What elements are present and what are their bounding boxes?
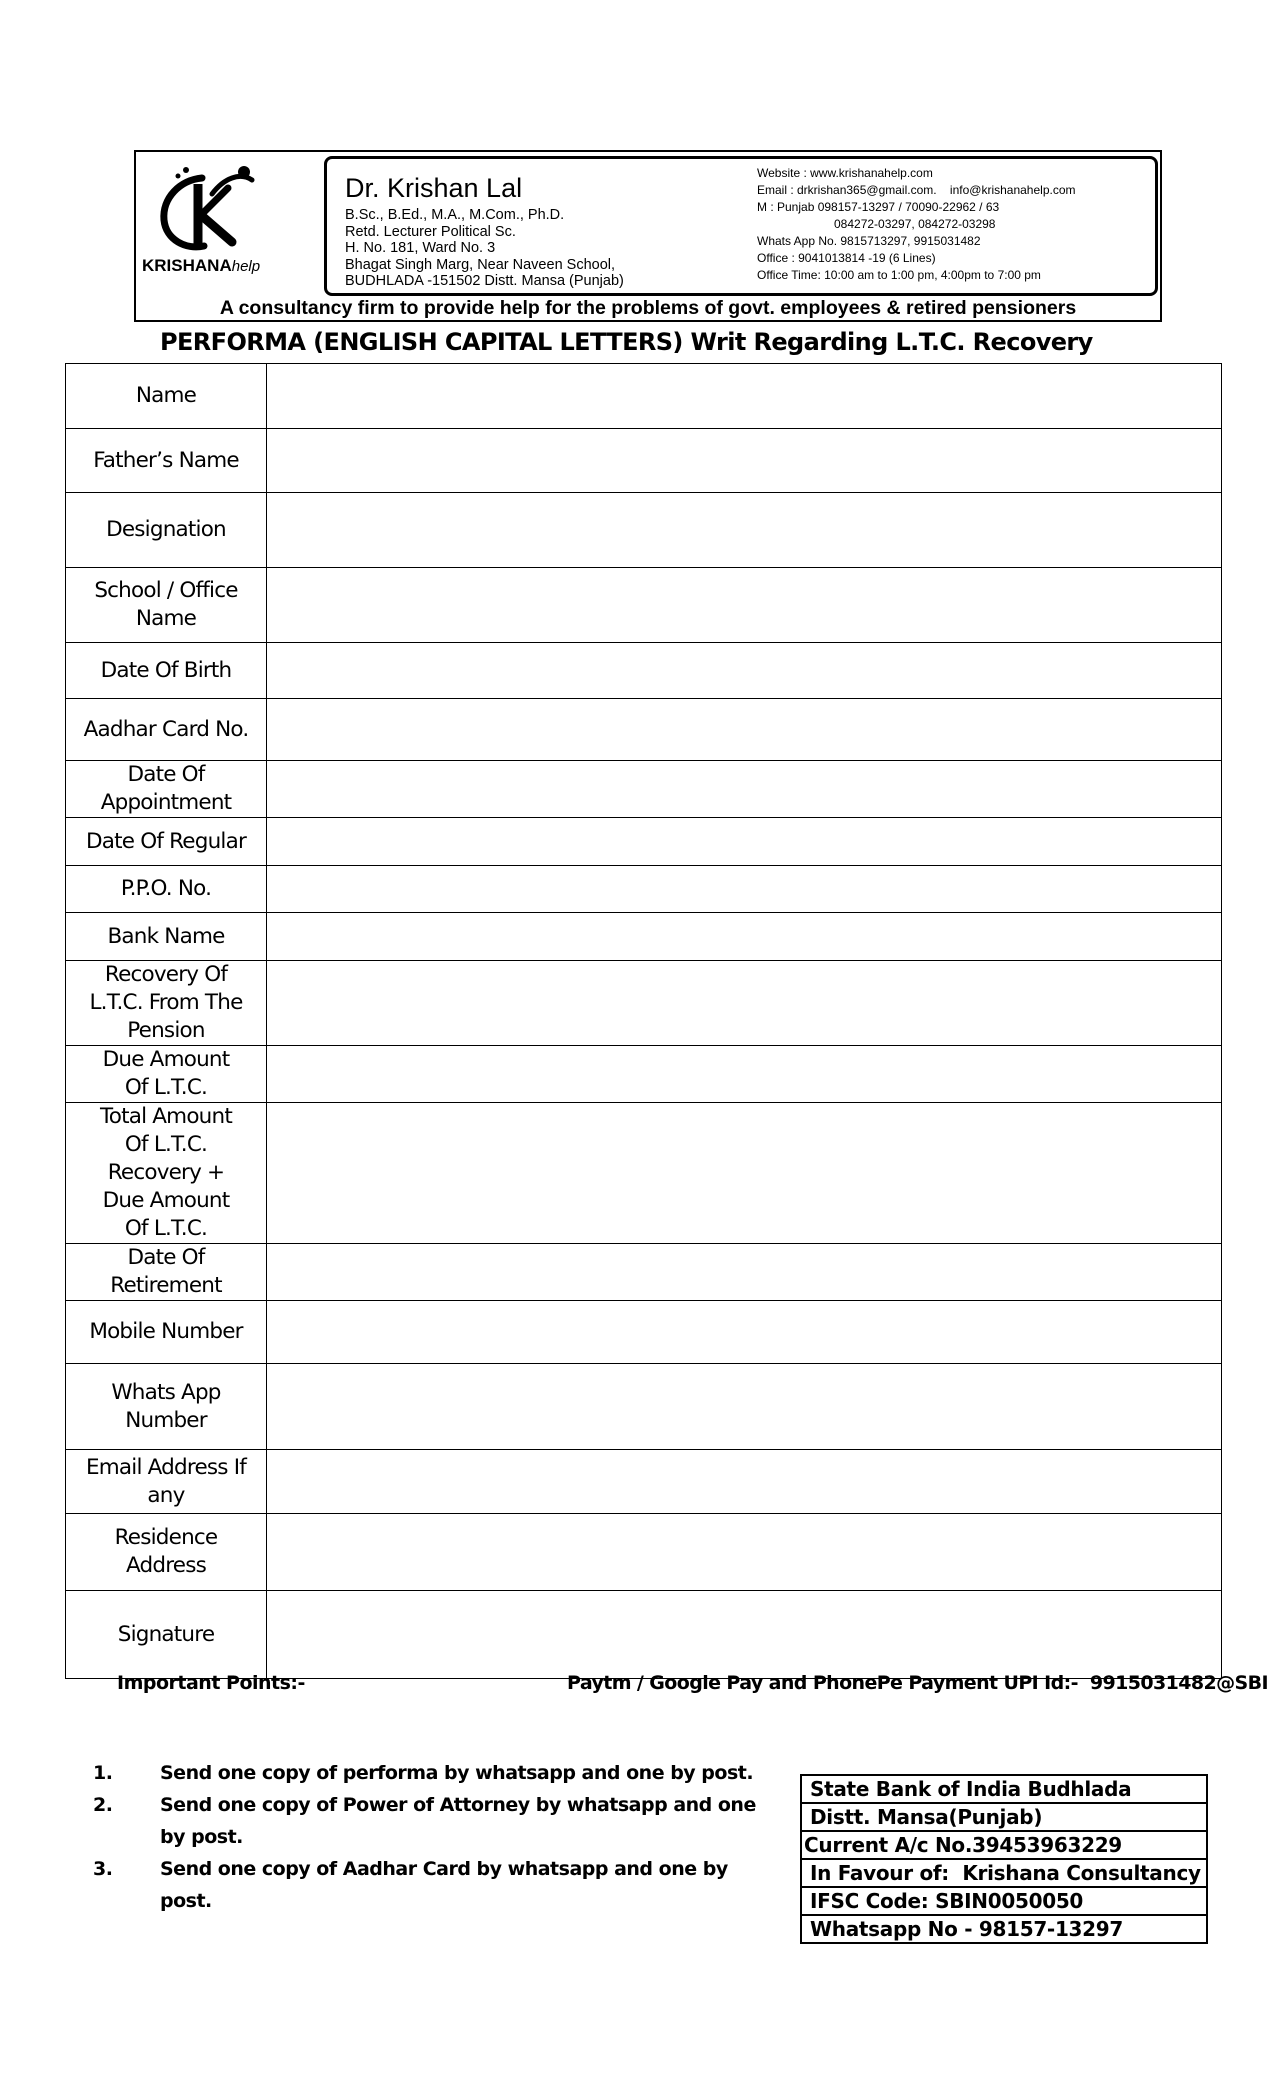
signature-field[interactable]: [267, 1591, 1222, 1679]
contact-office: Office : 9041013814 -19 (6 Lines): [757, 251, 936, 265]
table-row: [66, 818, 1222, 866]
bank-payee: In Favour of: Krishana Consultancy: [801, 1859, 1207, 1887]
contact-mobile: M : Punjab 098157-13297 / 70090-22962 / 63: [757, 200, 1000, 214]
table-row: [66, 866, 1222, 913]
field-input[interactable]: [267, 1450, 1222, 1514]
krishana-logo: [140, 158, 290, 288]
field-label: Date Of Birth: [66, 643, 267, 699]
item-number: 2.: [93, 1794, 113, 1816]
performa-table: [65, 363, 1222, 1679]
field-input[interactable]: [267, 761, 1222, 818]
important-points-list: [93, 1757, 773, 1917]
contact-mobile-2: 084272-03297, 084272-03298: [834, 217, 996, 231]
table-row: [801, 1859, 1207, 1887]
item-text: Send one copy of Aadhar Card by whatsapp and one by post.: [160, 1858, 728, 1912]
field-input[interactable]: [267, 1244, 1222, 1301]
bank-ifsc: IFSC Code: SBIN0050050: [801, 1887, 1207, 1915]
table-row: [801, 1887, 1207, 1915]
field-label: School / Office Name: [66, 568, 267, 643]
contact-info: [757, 165, 1076, 284]
contact-email: Email : drkrishan365@gmail.com. info@krishanahelp.com: [757, 183, 1076, 197]
table-row: [66, 1046, 1222, 1103]
list-item: [93, 1853, 773, 1917]
field-label: Date Of Retirement: [66, 1244, 267, 1301]
field-label: Aadhar Card No.: [66, 699, 267, 761]
field-input[interactable]: [267, 643, 1222, 699]
field-label: Bank Name: [66, 913, 267, 961]
table-row: [66, 429, 1222, 493]
table-row: [66, 1301, 1222, 1364]
doctor-details: [345, 207, 624, 290]
field-input[interactable]: [267, 913, 1222, 961]
field-label: Residence Address: [66, 1514, 267, 1591]
field-input[interactable]: [267, 364, 1222, 429]
bank-district: Distt. Mansa(Punjab): [801, 1803, 1207, 1831]
field-label: Father’s Name: [66, 429, 267, 493]
field-label: Recovery Of L.T.C. From The Pension: [66, 961, 267, 1046]
field-input[interactable]: [267, 1301, 1222, 1364]
field-label: Email Address If any: [66, 1450, 267, 1514]
tagline: A consultancy firm to provide help for the problems of govt. employees & retired pensioners: [219, 297, 1077, 319]
table-row: [801, 1831, 1207, 1859]
bank-name: State Bank of India Budhlada: [801, 1775, 1207, 1803]
field-input[interactable]: [267, 493, 1222, 568]
contact-website: Website : www.krishanahelp.com: [757, 166, 933, 180]
field-input[interactable]: [267, 429, 1222, 493]
table-row: [66, 699, 1222, 761]
field-label: Mobile Number: [66, 1301, 267, 1364]
table-row: [66, 568, 1222, 643]
table-row: [66, 493, 1222, 568]
item-number: 3.: [93, 1858, 113, 1880]
page-title: PERFORMA (ENGLISH CAPITAL LETTERS) Writ Regarding L.T.C. Recovery: [160, 328, 1093, 356]
item-text: Send one copy of performa by whatsapp and one by post.: [160, 1762, 754, 1784]
list-item: [93, 1757, 773, 1789]
table-row: [66, 913, 1222, 961]
detail-line: H. No. 181, Ward No. 3: [345, 240, 496, 256]
contact-whatsapp: Whats App No. 9815713297, 9915031482: [757, 234, 981, 248]
field-input[interactable]: [267, 699, 1222, 761]
field-input[interactable]: [267, 1364, 1222, 1450]
table-row: [66, 643, 1222, 699]
field-input[interactable]: [267, 866, 1222, 913]
doctor-name: Dr. Krishan Lal: [345, 173, 523, 203]
field-label: Date Of Appointment: [66, 761, 267, 818]
important-points-label: Important Points:-: [117, 1672, 305, 1694]
item-number: 1.: [93, 1762, 113, 1784]
table-row: [66, 364, 1222, 429]
contact-panel: [324, 156, 1158, 296]
table-row: [66, 761, 1222, 818]
item-text: Send one copy of Power of Attorney by whatsapp and one by post.: [160, 1794, 756, 1848]
logo-wordmark: KRISHANAhelp: [142, 256, 261, 275]
field-label: Date Of Regular: [66, 818, 267, 866]
field-label: Signature: [66, 1591, 267, 1679]
field-label: Name: [66, 364, 267, 429]
field-input[interactable]: [267, 568, 1222, 643]
bank-account-number: Current A/c No.39453963229: [801, 1831, 1207, 1859]
table-row: [801, 1775, 1207, 1803]
field-input[interactable]: [267, 1514, 1222, 1591]
field-input[interactable]: [267, 818, 1222, 866]
detail-line: BUDHLADA -151502 Distt. Mansa (Punjab): [345, 273, 624, 289]
list-item: [93, 1789, 773, 1853]
table-row: [801, 1915, 1207, 1943]
detail-line: Bhagat Singh Marg, Near Naveen School,: [345, 256, 616, 273]
detail-line: Retd. Lecturer Political Sc.: [345, 223, 516, 240]
field-input[interactable]: [267, 961, 1222, 1046]
field-label: P.P.O. No.: [66, 866, 267, 913]
letterhead: [134, 150, 1162, 322]
field-label: Whats App Number: [66, 1364, 267, 1450]
field-label: Total Amount Of L.T.C. Recovery + Due Amount Of L.T.C.: [66, 1103, 267, 1244]
upi-payment-text: Paytm / Google Pay and PhonePe Payment UPI Id:- 9915031482@SBI: [567, 1672, 1268, 1694]
table-row: [66, 1591, 1222, 1679]
field-input[interactable]: [267, 1103, 1222, 1244]
table-row: [66, 961, 1222, 1046]
bank-details-box: [800, 1774, 1208, 1944]
table-row: [66, 1514, 1222, 1591]
table-row: [66, 1364, 1222, 1450]
detail-line: B.Sc., B.Ed., M.A., M.Com., Ph.D.: [345, 207, 565, 223]
table-row: [66, 1244, 1222, 1301]
table-row: [801, 1803, 1207, 1831]
field-label: Designation: [66, 493, 267, 568]
k-logo-icon: [140, 158, 290, 258]
bank-whatsapp: Whatsapp No - 98157-13297: [801, 1915, 1207, 1943]
field-label: Due Amount Of L.T.C.: [66, 1046, 267, 1103]
table-row: [66, 1103, 1222, 1244]
field-input[interactable]: [267, 1046, 1222, 1103]
table-row: [66, 1450, 1222, 1514]
contact-office-time: Office Time: 10:00 am to 1:00 pm, 4:00pm to 7:00 pm: [757, 268, 1041, 282]
